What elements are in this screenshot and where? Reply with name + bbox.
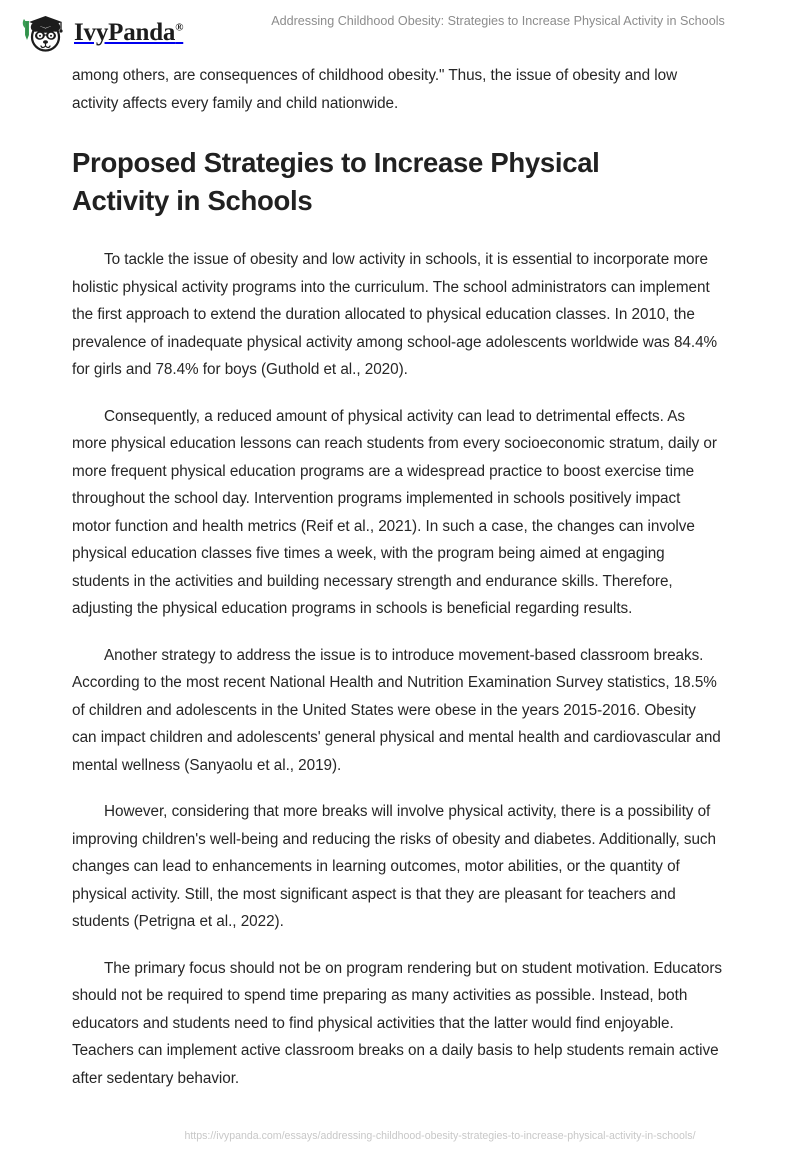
registered-trademark-mark: ® [175, 21, 184, 34]
source-url-link[interactable]: https://ivypanda.com/essays/addressing-childhood-obesity-strategies-to-increase-physical-activity-in-schools/ [184, 1130, 696, 1142]
paragraph: To tackle the issue of obesity and low activity in schools, it is essential to incorporate more holistic physical activity programs into the curriculum. The school administrators can implement the first approach to extend the duration allocated to physical education classes. In 2010, the prevalence of inadequate physical activity among school-age adolescents worldwide was 84.4% for girls and 78.4% for boys (Guthold et al., 2020). [72, 251, 718, 378]
page-footer [0, 1126, 800, 1144]
continued-paragraph: among others, are consequences of childhood obesity." Thus, the issue of obesity and low activity affects every family and child nationwide. [72, 67, 678, 112]
paragraph: The primary focus should not be on program rendering but on student motivation. Educators should not be required to spend time preparing as many activities as possible. Instead, both educators and students need to find physical activities that the latter would find enjoyable. Teachers can implement active classroom breaks on a daily basis to help students remain active after sedentary behavior. [72, 959, 722, 1087]
paragraph: Consequently, a reduced amount of physical activity can lead to detrimental effects. As more physical education lessons can reach students from every socioeconomic stratum, daily or more frequent physical education programs are a widespread practice to boost exercise time throughout the school day. Intervention programs implemented in schools positively impact motor function and health metrics (Reif et al., 2021). In such a case, the changes can involve physical education classes five times a week, with the program being aimed at engaging students in the activities and building necessary strength and endurance skills. Therefore, adjusting the physical education programs in schools is beneficial regarding results. [72, 407, 717, 617]
paragraph: Another strategy to address the issue is to introduce movement-based classroom breaks. According to the most recent National Health and Nutrition Examination Survey statistics, 18.5% of children and adolescents in the United States were obese in the years 2015-2016. Obesity can impact children and adolescents' general physical and mental health and cardiovascular and mental wellness (Sanyaolu et al., 2019). [72, 646, 721, 774]
page-header [0, 0, 800, 62]
document-title-header: Addressing Childhood Obesity: Strategies to Increase Physical Activity in Schools [271, 14, 725, 28]
brand-name: IvyPanda® [74, 18, 184, 46]
document-body [72, 62, 722, 1092]
paragraph: However, considering that more breaks will involve physical activity, there is a possibility of improving children's well-being and reducing the risks of obesity and diabetes. Additionally, such changes can lead to enhancements in learning outcomes, motor abilities, or the quantity of physical activity. Still, the most significant aspect is that they are pleasant for teachers and students (Petrigna et al., 2022). [72, 803, 716, 930]
section-heading: Proposed Strategies to Increase Physical Activity in Schools [72, 147, 600, 216]
